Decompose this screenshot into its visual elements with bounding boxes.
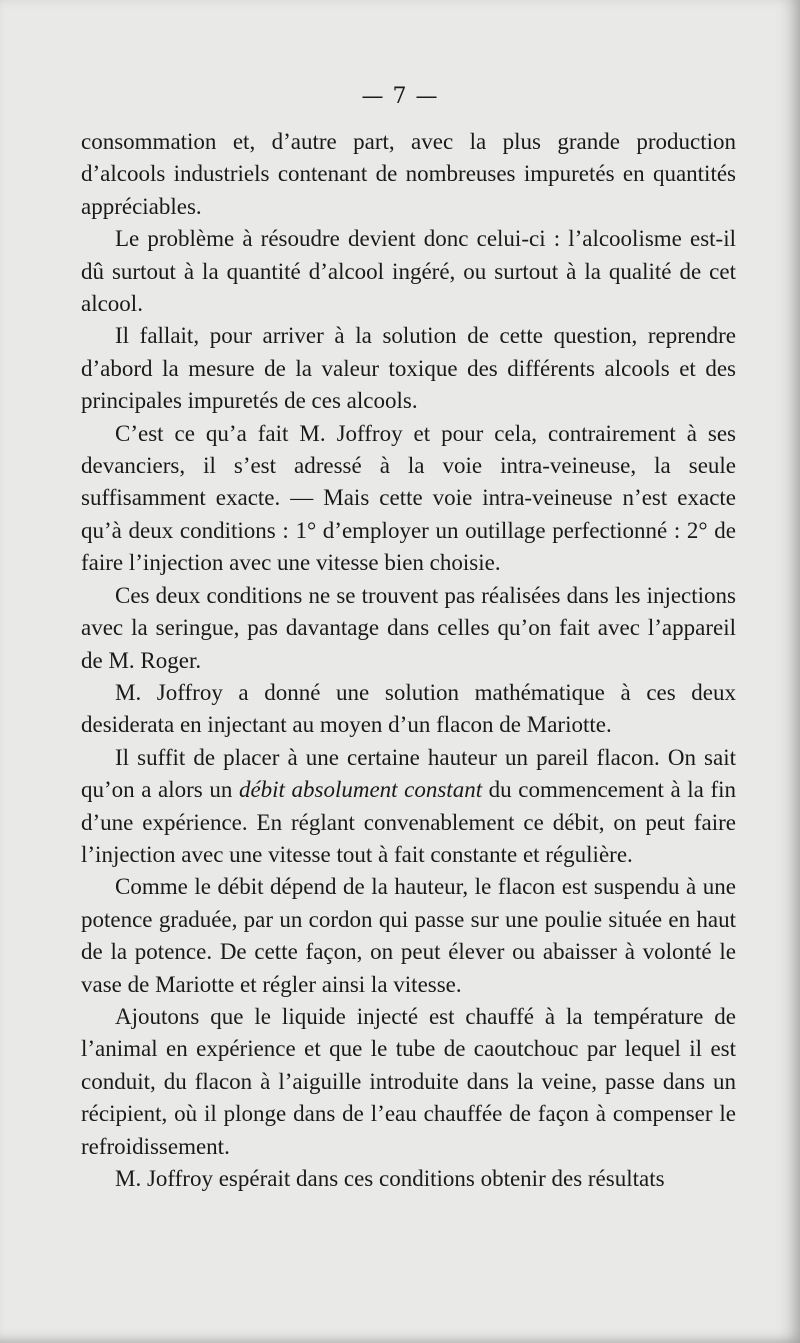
paragraph-2: Le problème à résoudre devient donc celui-ci : l’alcoolisme est-il dû surtout à la quantité d’alcool ingéré, ou surtout à la qualité de cet alcool. bbox=[81, 226, 736, 317]
paragraph-10: M. Joffroy espérait dans ces conditions obtenir des résultats bbox=[115, 1166, 665, 1191]
paragraph-9: Ajoutons que le liquide injecté est chauffé à la température de l’animal en expérience et que le tube de caoutchouc par lequel il est conduit, du flacon à l’aiguille introduite dans la veine, passe dans un récipient, où il plonge dans de l’eau chauffée de façon à compenser le refroidissement. bbox=[81, 1003, 736, 1159]
page-number: — 7 — bbox=[361, 84, 439, 109]
paragraph-6: M. Joffroy a donné une solution mathématique à ces deux desiderata en injectant au moyen d’un flacon de Mariotte. bbox=[81, 679, 736, 738]
paragraph-4: C’est ce qu’a fait M. Joffroy et pour cela, contrairement à ses devanciers, il s’est adressé à la voie intra-veineuse, la seule suffisamment exacte. — Mais cette voie intra-veineuse n’est exacte qu’à deux conditions : 1° d’employer un outillage perfectionné : 2° de faire l’injection avec une vitesse bien choisie. bbox=[81, 420, 736, 576]
paragraph-1: consommation et, d’autre part, avec la plus grande production d’alcools industriels contenant de nombreuses impuretés en quantités appréciables. bbox=[81, 129, 736, 219]
paragraph-7-emphasis: débit absolument constant bbox=[238, 777, 483, 803]
paragraph-3: Il fallait, pour arriver à la solution de cette question, reprendre d’abord la mesure de la valeur toxique des différents alcools et des principales impuretés de ces alcools. bbox=[81, 323, 736, 414]
paragraph-7-after: du commencement à la fin d’une expérience. En réglant convenablement ce débit, on peut faire l’injection avec une vitesse tout à fait constante et régulière. bbox=[81, 777, 736, 867]
paragraph-7 bbox=[81, 742, 736, 872]
paragraph-7-before: Il suffit de placer à une certaine hauteur un pareil flacon. On sait qu’on a alors un bbox=[81, 744, 736, 803]
body-text bbox=[81, 126, 736, 1195]
paragraph-5: Ces deux conditions ne se trouvent pas réalisées dans les injections avec la seringue, pas davantage dans celles qu’on fait avec l’appareil de M. Roger. bbox=[81, 582, 736, 673]
paragraph-8: Comme le débit dépend de la hauteur, le flacon est suspendu à une potence graduée, par un cordon qui passe sur une poulie située en haut de la potence. De cette façon, on peut élever ou abaisser à volonté le vase de Mariotte et régler ainsi la vitesse. bbox=[81, 874, 736, 997]
